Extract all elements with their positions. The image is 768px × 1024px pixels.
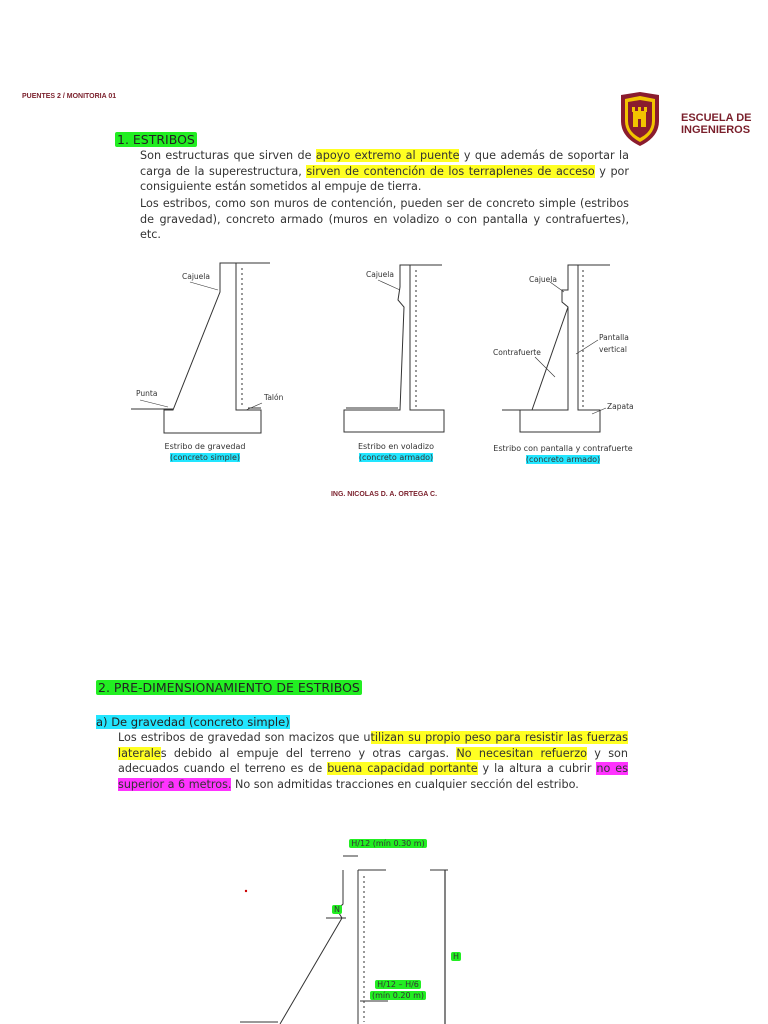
subsection-a-text: a) De gravedad (concreto simple) bbox=[96, 715, 290, 729]
cantilever-abutment-drawing bbox=[338, 262, 448, 442]
dim-mid-text-2: (mín 0.20 m) bbox=[371, 991, 425, 1000]
section-2-heading bbox=[96, 680, 362, 696]
p1-text-b: y que además de soportar la carga de la superestructura, bbox=[140, 149, 629, 178]
dim-n-label bbox=[331, 904, 343, 915]
fig1-caption-title: Estribo de gravedad bbox=[164, 442, 246, 451]
course-header: PUENTES 2 / MONITORIA 01 bbox=[22, 93, 117, 100]
p1-highlight-2: sirven de contención de los terraplenes de acceso bbox=[306, 164, 595, 178]
p1-text-c: y por consiguiente están sometidos al empuje de tierra. bbox=[140, 164, 630, 193]
fig2-caption bbox=[336, 441, 456, 463]
fig2-cajuela-label: Cajuela bbox=[366, 270, 394, 279]
s2-highlight-3: buena capacidad portante bbox=[327, 762, 478, 775]
gravity-dimension-drawing bbox=[230, 836, 470, 1024]
fig2-caption-tag: (concreto armado) bbox=[358, 453, 434, 462]
dim-mid-label bbox=[362, 979, 434, 1001]
s2-highlight-1: tilizan su propio peso para resistir las fuerzas laterale bbox=[118, 731, 628, 760]
p1-text-a: Son estructuras que sirven de bbox=[140, 149, 316, 162]
section-1-paragraph-1 bbox=[140, 148, 629, 195]
fig3-caption-tag: (concreto armado) bbox=[525, 455, 601, 464]
p1-highlight-1: apoyo extremo al puente bbox=[315, 149, 460, 162]
subsection-a-heading bbox=[96, 714, 290, 730]
fig1-cajuela-label: Cajuela bbox=[182, 272, 210, 281]
fig3-pantalla-label: Pantalla bbox=[599, 333, 629, 342]
section-1-heading-text: 1. ESTRIBOS bbox=[117, 132, 195, 147]
dim-top-label bbox=[338, 838, 438, 849]
fig3-contrafuerte-label: Contrafuerte bbox=[493, 348, 541, 357]
section-2-heading-text: 2. PRE-DIMENSIONAMIENTO DE ESTRIBOS bbox=[98, 680, 360, 695]
school-name bbox=[681, 112, 752, 136]
fig2-caption-title: Estribo en voladizo bbox=[357, 442, 435, 451]
section-1-paragraph-2: Los estribos, como son muros de contención, pueden ser de concreto simple (estribos de gravedad), concreto armado (muros en voladizo o con pantalla y contrafuertes), etc. bbox=[140, 197, 629, 241]
fig1-talon-label: Talón bbox=[264, 393, 284, 402]
fig3-vertical-label: vertical bbox=[599, 345, 627, 354]
gravity-abutment-drawing bbox=[128, 260, 278, 440]
dim-h-text: H bbox=[452, 952, 459, 961]
dim-h-label bbox=[450, 951, 462, 962]
fig1-caption bbox=[140, 441, 270, 463]
author-footer: ING. NICOLAS D. A. ORTEGA C. bbox=[330, 491, 438, 498]
fig3-caption-title: Estribo con pantalla y contrafuerte bbox=[493, 444, 633, 453]
s2-text-b: s debido al empuje del terreno y otras cargas. bbox=[160, 746, 457, 760]
s2-text-c: y son adecuados cuando el terreno es de bbox=[118, 746, 628, 775]
dim-mid-text-1: H/12 – H/6 bbox=[377, 980, 419, 989]
fig3-cajuela-label: Cajuela bbox=[529, 275, 557, 284]
section-1-heading bbox=[115, 132, 197, 148]
section-2-paragraph bbox=[118, 730, 628, 792]
school-line-2: INGENIEROS bbox=[681, 124, 751, 136]
s2-text-d: y la altura a cubrir bbox=[477, 762, 597, 775]
shield-logo-icon bbox=[619, 91, 661, 147]
fig1-caption-tag: (concreto simple) bbox=[169, 453, 241, 462]
fig3-zapata-label: Zapata bbox=[607, 402, 634, 411]
s2-highlight-4: no es superior a 6 metros. bbox=[118, 762, 629, 791]
s2-text-a: Los estribos de gravedad son macizos que u bbox=[118, 731, 371, 744]
s2-text-e: No son admitidas tracciones en cualquier sección del estribo. bbox=[231, 777, 579, 791]
fig1-punta-label: Punta bbox=[136, 389, 158, 398]
school-line-1: ESCUELA DE bbox=[681, 112, 752, 124]
dim-n-text: N bbox=[334, 905, 340, 914]
s2-highlight-2: No necesitan refuerzo bbox=[456, 746, 587, 760]
dim-top-text: H/12 (mín 0.30 m) bbox=[351, 839, 425, 848]
fig3-caption bbox=[478, 443, 648, 465]
